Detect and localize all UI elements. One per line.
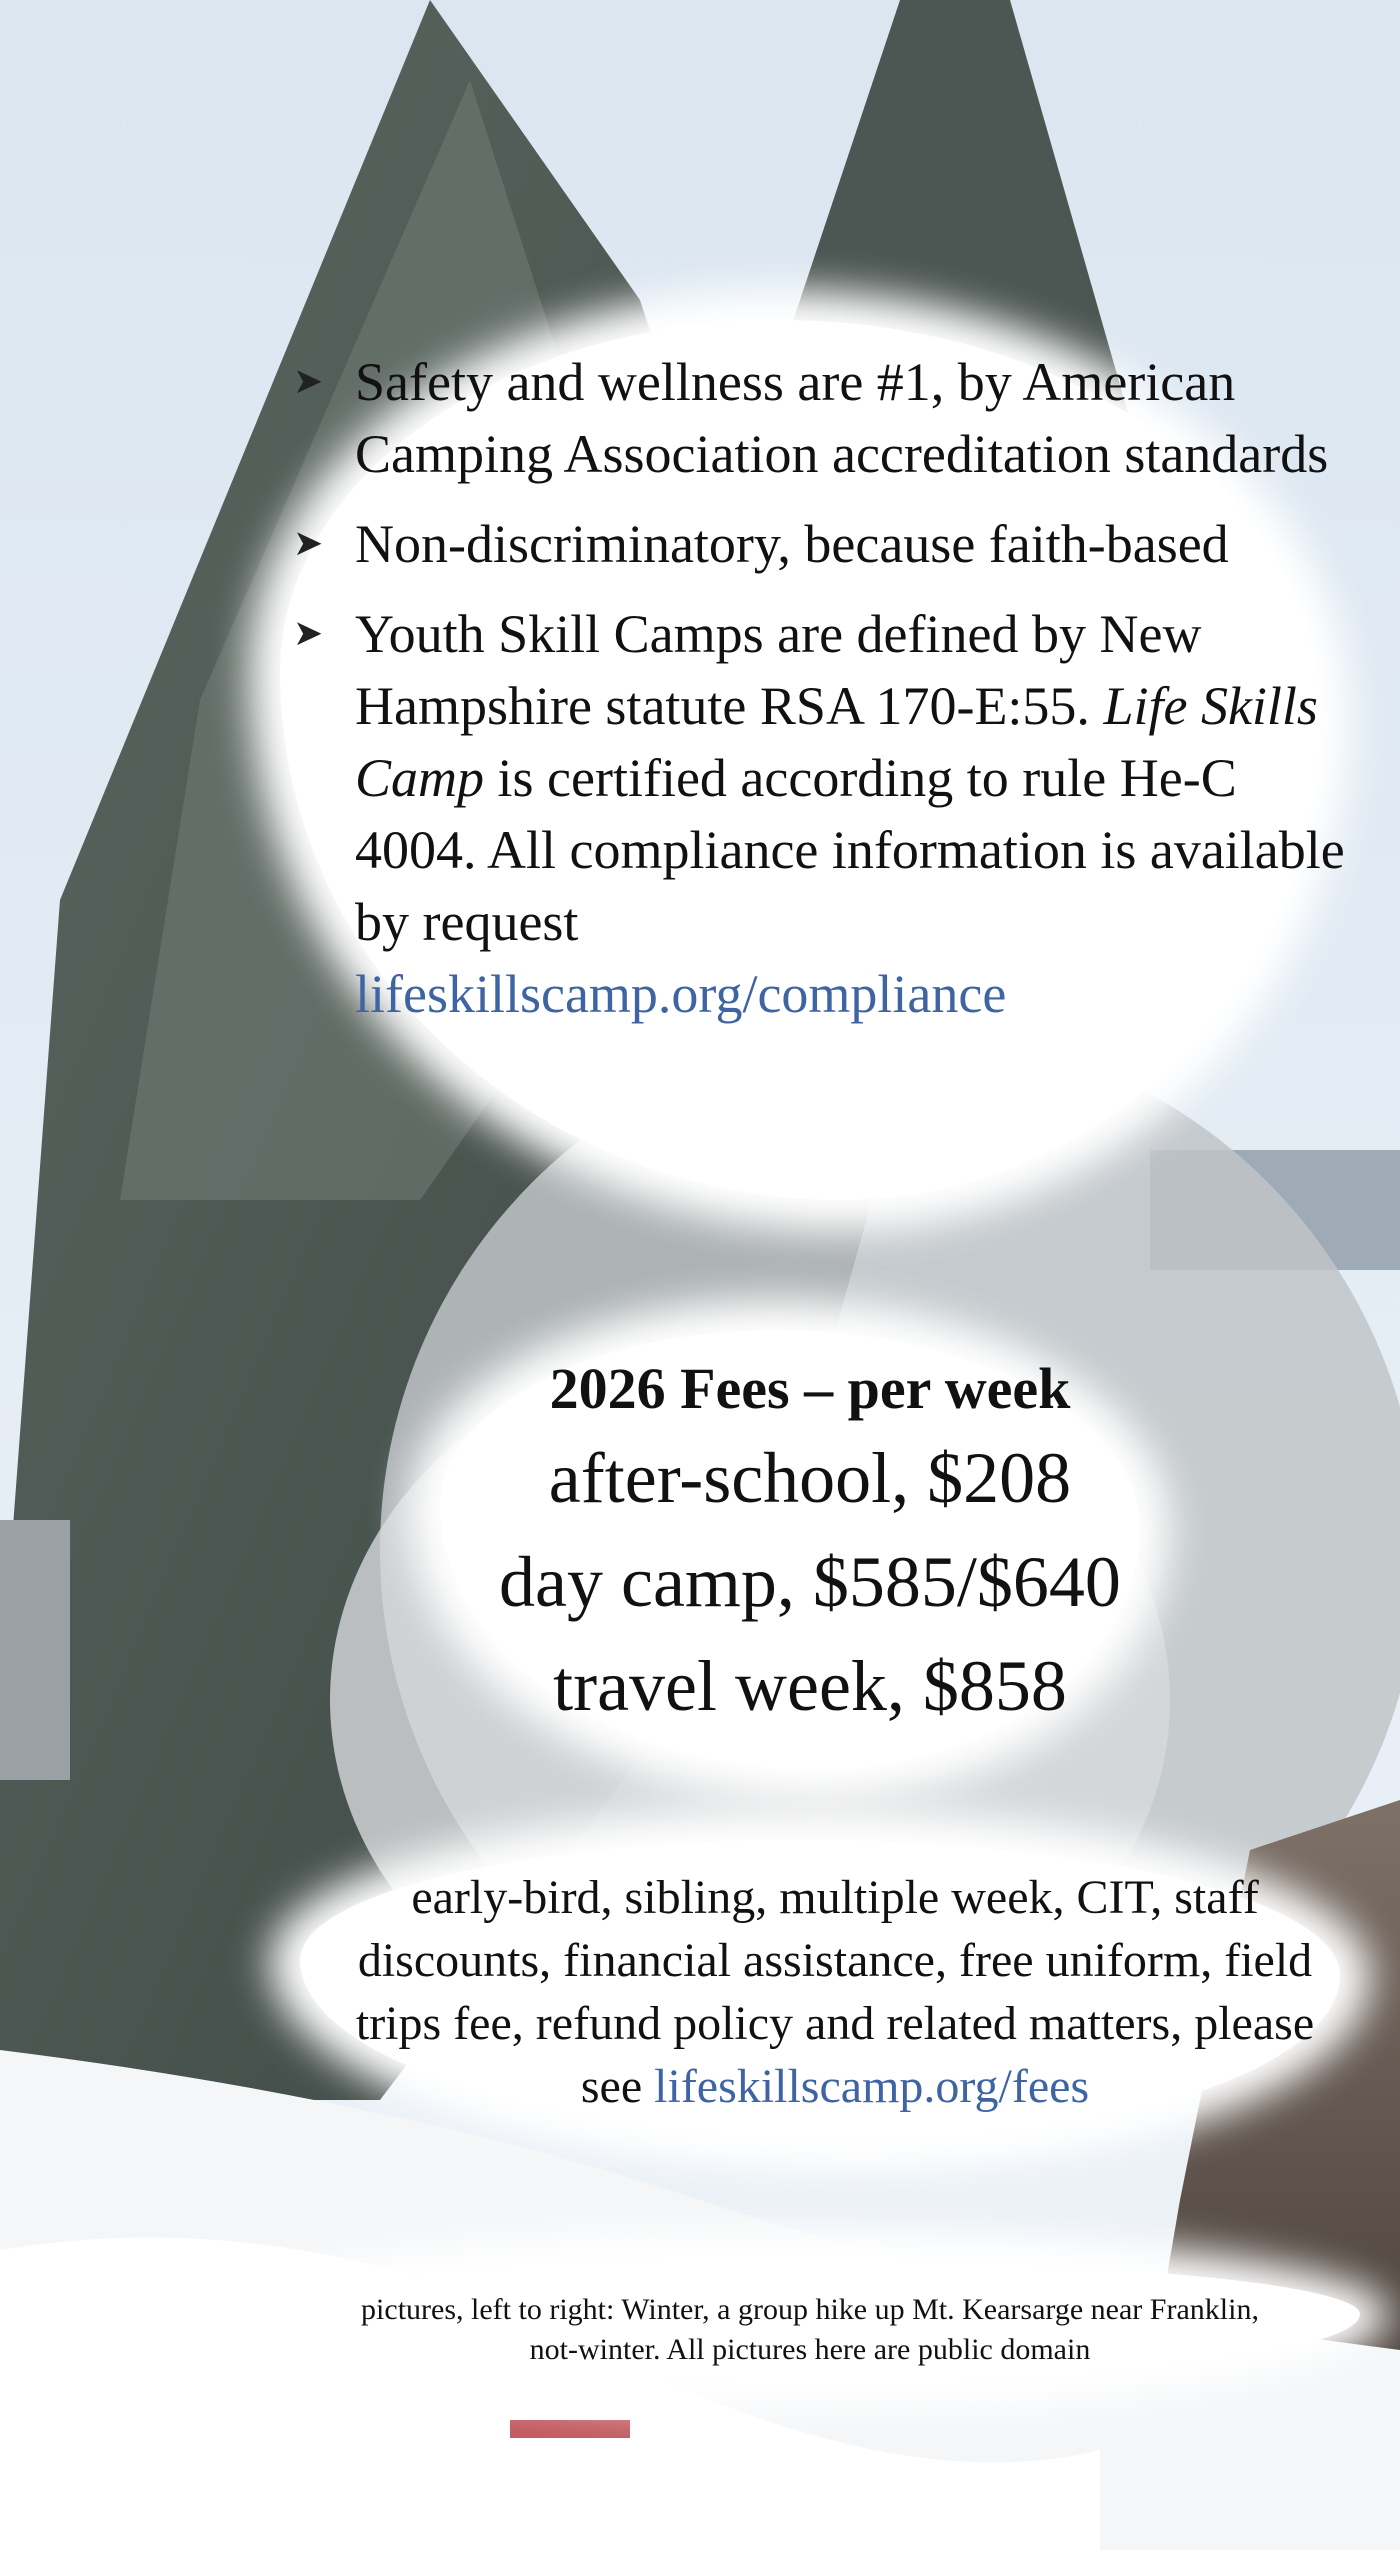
fee-day-camp: day camp, $585/$640 (499, 1542, 1121, 1622)
features-list (293, 346, 1353, 1030)
discounts-body: early-bird, sibling, multiple week, CIT, staff discounts, financial assistance, free uniform, field trips fee, refund policy and related matters, please see (355, 1871, 1315, 2113)
photo-credit-line-2: not-winter. All pictures here are public domain (529, 2333, 1091, 2366)
bullet-text: Non-discriminatory, because faith-based (355, 514, 1229, 574)
arrow-bullet-icon: ➤ (293, 361, 324, 402)
list-item (293, 346, 1353, 490)
arrow-bullet-icon: ➤ (293, 523, 324, 564)
list-item (293, 598, 1353, 1030)
bullet-text: Safety and wellness are #1, by American Camping Association accreditation standards (355, 352, 1329, 484)
bullet-text-after: is certified according to rule He-C 4004. All compliance information is available by request (355, 748, 1345, 952)
fee-travel-week: travel week, $858 (553, 1646, 1067, 1726)
fees-title: 2026 Fees – per week (549, 1356, 1071, 1421)
bullet-text-before: Youth Skill Camps are defined by New Hampshire statute RSA 170-E:55. (355, 604, 1202, 736)
discounts-panel (320, 1866, 1350, 2118)
features-list-panel (293, 346, 1353, 1048)
camp-name-italic: Life Skills Camp (355, 676, 1318, 808)
photo-credit-line-1: pictures, left to right: Winter, a group hike up Mt. Kearsarge near Franklin, (361, 2293, 1259, 2326)
compliance-link[interactable]: lifeskillscamp.org/compliance (355, 964, 1007, 1024)
fees-link[interactable]: lifeskillscamp.org/fees (654, 2060, 1090, 2113)
arrow-bullet-icon: ➤ (293, 613, 324, 654)
discounts-text (320, 1866, 1350, 2118)
list-item (293, 508, 1353, 580)
credit-panel (270, 2290, 1350, 2370)
fees-panel (440, 1355, 1180, 1738)
fee-after-school: after-school, $208 (548, 1438, 1072, 1518)
